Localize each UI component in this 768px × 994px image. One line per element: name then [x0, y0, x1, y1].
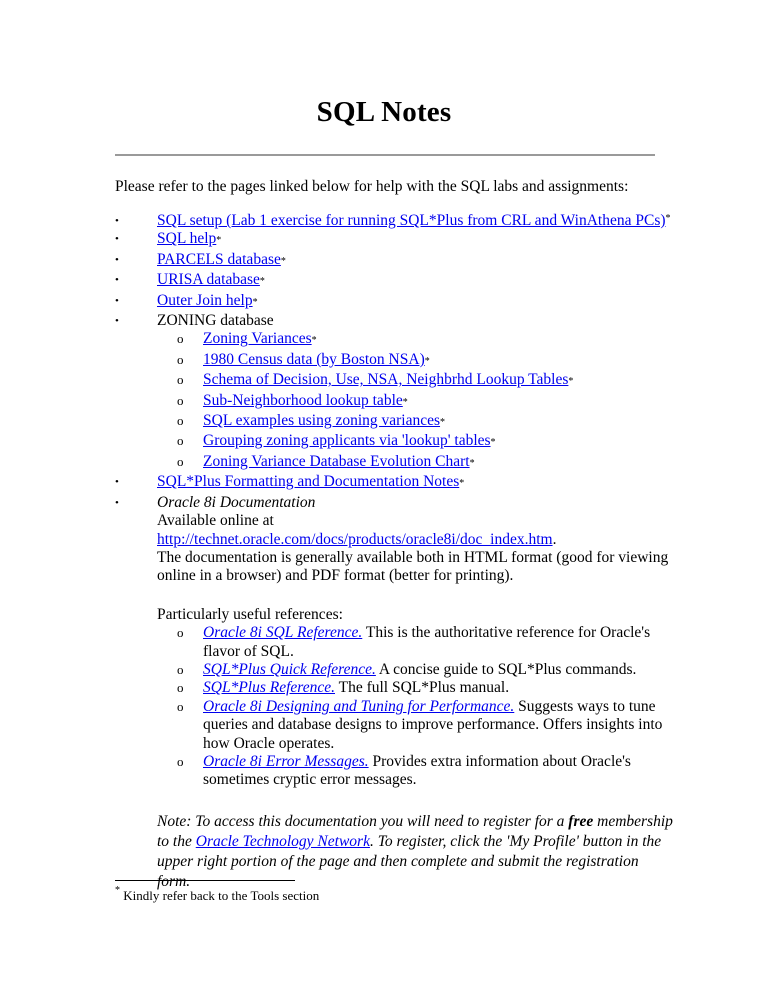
- sub-list-item: [157, 392, 675, 412]
- zoning-variances-link[interactable]: Zoning Variances: [203, 330, 312, 348]
- note-text: . To register, click the 'My Profile' button in the upper right portion of the page and then complete and submit the registration form.: [157, 832, 662, 890]
- sql-help-link[interactable]: SQL help: [157, 230, 217, 248]
- intro-text: Please refer to the pages linked below for help with the SQL labs and assignments:: [115, 178, 629, 195]
- reference-desc: Provides extra information about Oracle's sometimes cryptic error messages.: [203, 752, 631, 789]
- note-free-emphasis: free: [568, 812, 594, 830]
- sub-list-item: [157, 432, 675, 452]
- error-messages-link[interactable]: Oracle 8i Error Messages.: [203, 752, 369, 770]
- sub-neighborhood-link[interactable]: Sub-Neighborhood lookup table: [203, 391, 403, 409]
- sql-setup-link[interactable]: SQL setup (Lab 1 exercise for running SQL*Plus from CRL and WinAthena PCs): [157, 212, 666, 229]
- reference-desc: The full SQL*Plus manual.: [335, 679, 510, 697]
- asterisk-mark: *: [311, 335, 317, 347]
- doc-description: The documentation is generally available both in HTML format (good for viewing online in a browser) and PDF format (better for printing).: [157, 548, 669, 585]
- reference-item: [157, 679, 675, 697]
- list-item: [115, 212, 675, 230]
- schema-lookup-tables-link[interactable]: Schema of Decision, Use, NSA, Neighbrhd Lookup Tables: [203, 371, 569, 389]
- asterisk-mark: *: [469, 457, 475, 469]
- sqlplus-quick-reference-link[interactable]: SQL*Plus Quick Reference.: [203, 660, 376, 678]
- footnote: [115, 885, 320, 904]
- asterisk-mark: *: [424, 355, 430, 367]
- link-list: [115, 212, 675, 892]
- list-item: [115, 271, 675, 291]
- sub-list-item: [157, 330, 675, 350]
- list-item: [115, 473, 675, 493]
- reference-desc: Suggests ways to tune queries and database designs to improve performance. Offers insights into how Oracle operates.: [203, 697, 663, 752]
- list-item: [115, 494, 675, 892]
- asterisk-mark: *: [216, 235, 222, 247]
- sub-list-item: [157, 453, 675, 473]
- asterisk-mark: *: [280, 255, 286, 267]
- footnote-marker: *: [115, 885, 120, 896]
- list-item: [115, 251, 675, 271]
- list-item: [115, 230, 675, 250]
- reference-item: [157, 624, 675, 661]
- oracle-doc-title: • Oracle 8i Documentation: [157, 493, 316, 511]
- footnote-marker: *: [665, 213, 671, 224]
- sub-list-item: [157, 412, 675, 432]
- zoning-sublist: [157, 330, 675, 473]
- reference-item: [157, 661, 675, 679]
- reference-item: [157, 698, 675, 753]
- list-item: [115, 312, 675, 473]
- sql-examples-link[interactable]: SQL examples using zoning variances: [203, 412, 441, 430]
- note-text: Note: To access this documentation you will need to register for a: [157, 812, 569, 830]
- doc-url-line: http://technet.oracle.com/docs/products/oracle8i/doc_index.htm.: [157, 530, 557, 548]
- oracle-doc-url-link[interactable]: http://technet.oracle.com/docs/products/oracle8i/doc_index.htm: [157, 530, 553, 548]
- tuning-performance-link[interactable]: Oracle 8i Designing and Tuning for Performance.: [203, 697, 515, 715]
- sub-list-item: [157, 351, 675, 371]
- reference-item: [157, 753, 675, 790]
- useful-references-label: Particularly useful references:: [157, 605, 343, 623]
- asterisk-mark: *: [490, 437, 496, 449]
- asterisk-mark: *: [259, 276, 265, 288]
- footnote-text: Kindly refer back to the Tools section: [123, 888, 320, 903]
- footnote-separator: [115, 880, 295, 881]
- sub-list-item: [157, 371, 675, 391]
- note-text: membership to the: [157, 812, 673, 850]
- census-data-link[interactable]: 1980 Census data (by Boston NSA): [203, 350, 425, 368]
- asterisk-mark: *: [252, 296, 258, 308]
- outer-join-help-link[interactable]: Outer Join help: [157, 291, 253, 309]
- zoning-database-label: ZONING database: [157, 312, 274, 330]
- reference-desc: A concise guide to SQL*Plus commands.: [375, 660, 637, 678]
- available-online-text: Available online at: [157, 512, 274, 530]
- parcels-database-link[interactable]: PARCELS database: [157, 250, 281, 268]
- asterisk-mark: *: [568, 376, 574, 388]
- evolution-chart-link[interactable]: Zoning Variance Database Evolution Chart: [203, 452, 470, 470]
- asterisk-mark: *: [440, 417, 446, 429]
- references-sublist: [157, 624, 675, 790]
- page-title: SQL Notes: [316, 96, 452, 128]
- list-item: [115, 292, 675, 312]
- sql-reference-link[interactable]: Oracle 8i SQL Reference.: [203, 624, 363, 642]
- reference-desc: This is the authoritative reference for Oracle's flavor of SQL.: [203, 624, 651, 660]
- sqlplus-reference-link[interactable]: SQL*Plus Reference.: [203, 679, 335, 697]
- asterisk-mark: *: [402, 396, 408, 408]
- asterisk-mark: *: [459, 478, 465, 490]
- urisa-database-link[interactable]: URISA database: [157, 271, 260, 289]
- oracle-technology-network-link[interactable]: Oracle Technology Network: [195, 832, 370, 850]
- horizontal-rule: [115, 154, 655, 156]
- grouping-applicants-link[interactable]: Grouping zoning applicants via 'lookup' tables: [203, 432, 491, 450]
- sqlplus-formatting-link[interactable]: SQL*Plus Formatting and Documentation Notes: [157, 473, 460, 491]
